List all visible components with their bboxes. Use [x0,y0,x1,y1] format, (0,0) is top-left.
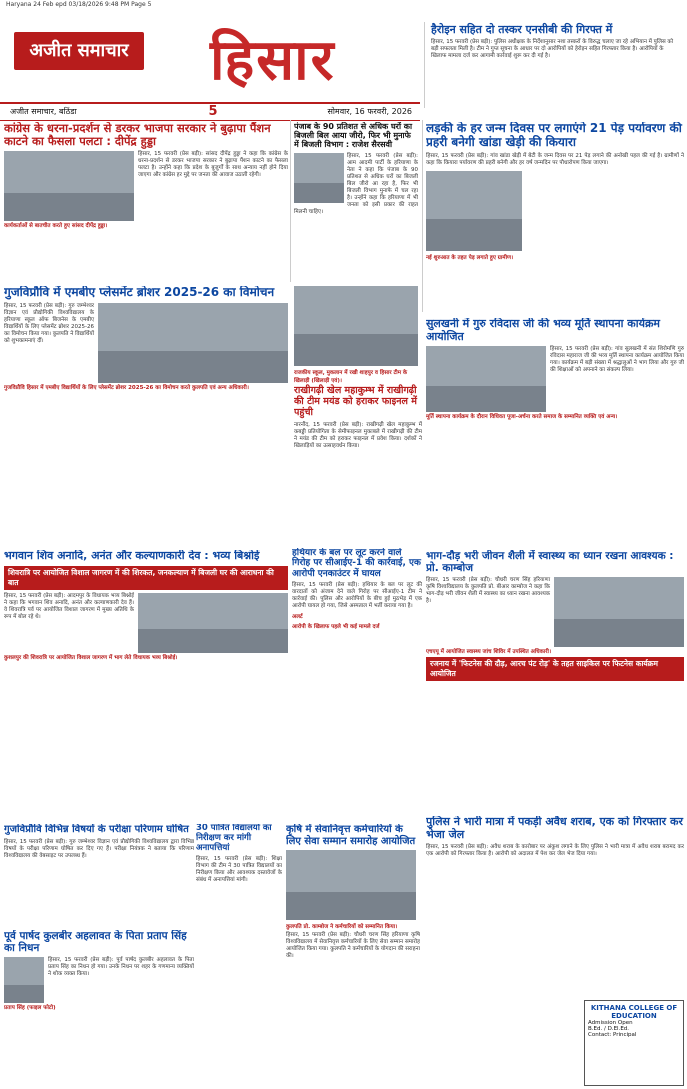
article-body: हिसार, 15 फरवरी (प्रेस बड़ी): आम आदमी पार्टी के हरियाणा के नेता ने कहा कि पंजाब के 90 प्रतिशत से अधिक घरों का बिजली बिल जीरो आ रहा है, फिर भी बिजली विभाग मुनाफे में चल रहा है। उन्होंने कहा कि हरियाणा में भी जनता को इसी प्रकार की राहत मिलनी चाहिए। [294,152,418,215]
photo [426,171,522,251]
headline: हथियार के बल पर लूट करने वाले गिरोह पर सीआईए-1 की कार्रवाई, एक आरोपी एनकाउंटर में घायल [292,548,421,579]
ad-title: KITHANA COLLEGE OF EDUCATION [590,1004,678,1020]
headline: भाग-दौड़ भरी जीवन शैली में स्वास्थ्य का ध्यान रखना आवश्यक : प्रो. काम्बोज [426,550,674,575]
photo-caption: कुशलपुर की शिवरात्रि पर आयोजित विशाल जागरण में भाग लेते विधायक भव्य बिश्नोई। [4,654,178,661]
photo-caption: कुलपति प्रो. काम्बोज ने कर्मचारियों को सम्मानित किया। [286,924,398,930]
print-slug: Haryana 24 Feb epd 03/18/2026 9:48 PM Page 5 [6,1,152,8]
photo [554,577,684,647]
photo-caption: एचएयू में आयोजित स्वास्थ्य जांच शिविर में उपस्थित अधिकारी। [426,649,552,656]
article-body: हिसार, 15 फरवरी (प्रेस बड़ी): अवैध शराब के कारोबार पर अंकुश लगाने के लिए पुलिस ने भारी मात्रा में अवैध शराब बरामद कर एक आरोपी को गिरफ्तार किया है। आरोपी को अदालत में पेश कर जेल भेज दिया गया। [426,844,684,858]
photo [294,286,418,366]
headline: राखीगढ़ी खेल महाकुम्भ में राखीगढ़ी की टीम मयंड को हराकर फाइनल में पहुंची [294,385,417,418]
headline: पूर्व पार्षद कुलबीर अहलावत के पिता प्रताप सिंह का निधन [4,930,187,955]
article-councillor [4,930,194,1086]
article-health [426,550,684,730]
photo [138,593,288,653]
article-girl [426,122,684,312]
article-weapon [292,548,422,718]
article-body: हिसार, 15 फरवरी (प्रेस बड़ी): गांव खांडा खेड़ी में बेटी के जन्म दिवस पर 21 पेड़ लगाने की अनोखी पहल की गई है। ग्रामीणों ने कहा कि कियारा पर्यावरण की प्रहरी बनेगी और हर वर्ष जन्मदिन पर पौधारोपण किया जाएगा। [426,152,684,166]
headline: सुलखनी में गुरु रविदास जी की भव्य मूर्ति स्थापना कार्यक्रम आयोजित [426,318,660,343]
headline: गुजविप्रौवि में एमबीए प्लेसमेंट ब्रोशर 2025-26 का विमोचन [4,286,275,299]
masthead [0,10,687,100]
article-sulakhani [426,318,684,486]
issue-date: सोमवार, 16 फरवरी, 2026 [327,107,412,116]
headline: कृषि में सेवानिवृत्त कर्मचारियों के लिए सेवा सम्मान समारोह आयोजित [286,824,416,847]
article-body: हिसार, 15 फरवरी (प्रेस बड़ी): आदमपुर के विधायक भव्य बिश्नोई ने कहा कि भगवान शिव अनादि, अनंत और कल्याणकारी देव हैं। वे शिवरात्रि पर्व पर आयोजित विशाल जागरण में मुख्य अतिथि के रूप में बोल रहे थे। [4,592,134,620]
article-body: हिसार, 15 फरवरी (प्रेस बड़ी): पुलिस अधीक्षक के निर्देशानुसार नशा तस्करों के विरुद्ध चलाए जा रहे अभियान में पुलिस को बड़ी सफलता मिली है। टीम ने गुप्त सूचना के आधार पर दो आरोपियों को हेरोइन सहित गिरफ्तार किया है। आरोपियों के खिलाफ मामला दर्ज कर आगामी कार्रवाई शुरू कर दी गई है। [431,39,674,59]
photo-caption: नई शुरुआत के तहत पेड़ लगाते हुए ग्रामीण। [426,254,514,261]
photo [4,151,134,221]
article-body: नारनौंद, 15 फरवरी (प्रेस बड़ी): राखीगढ़ी खेल महाकुम्भ में कबड्डी प्रतियोगिता के सेमीफाइनल मुकाबले में राखीगढ़ी की टीम ने मयंड की टीम को हराकर फाइनल में प्रवेश किया। दर्शकों ने खिलाड़ियों का उत्साहवर्धन किया। [294,421,422,449]
photo-caption: गुजविप्रौवि हिसार में एमबीए विद्यार्थियों के लिए प्लेसमेंट ब्रोशर 2025-26 का विमोचन करते कुलपति एवं अन्य अधिकारी। [4,384,249,391]
ad-line: B.Ed. / D.El.Ed. [588,1026,630,1032]
photo-caption: मूर्ति स्थापना कार्यक्रम के दौरान विधिवत पूजा-अर्चना करते समाज के सम्मानित व्यक्ति एवं अन्य। [426,414,618,421]
article-shiv [4,550,288,710]
photo-caption: प्रताप सिंह (फाइल फोटो) [4,1005,56,1012]
article-body: हिसार, 15 फरवरी (प्रेस बड़ी): गुरु जम्भेश्वर विज्ञान एवं प्रौद्योगिकी विश्वविद्यालय के हरियाणा स्कूल ऑफ बिजनेस के एमबीए विद्यार्थियों के लिए प्लेसमेंट ब्रोशर 2025-26 का विमोचन किया गया। कुलपति ने विद्यार्थियों को शुभकामनाएं दीं। [4,302,94,344]
photo-caption: राजकीय स्कूल, मुकलान में रखी शाहपुर व हिसार टीम के खिलाड़ी (खिलाड़ी एवं)। [294,370,408,384]
article-kabaddi [294,286,422,482]
article-body: हिसार, 15 फरवरी (प्रेस बड़ी): चौधरी चरण सिंह हरियाणा कृषि विश्वविद्यालय में सेवानिवृत्त कर्मचारियों के लिए सेवा सम्मान समारोह आयोजित किया गया। कुलपति ने कर्मचारियों के योगदान की सराहना की। [286,932,420,959]
photo [4,957,44,1003]
photo [426,346,546,412]
subhead: अलर्ट [292,614,303,621]
headline: लड़की के हर जन्म दिवस पर लगाएंगे 21 पेड़ पर्यावरण की प्रहरी बनेगी खांडा खेड़ी की कियारा [426,122,682,149]
article-exam [4,824,194,904]
article-body: हिसार, 15 फरवरी (प्रेस बड़ी): हथियार के बल पर लूट की वारदातों को अंजाम देने वाले गिरोह पर सीआईए-1 टीम ने कार्रवाई की। पुलिस और आरोपियों के बीच हुई मुठभेड़ में एक आरोपी घायल हो गया, जिसे अस्पताल में भर्ती कराया गया है। [292,582,422,610]
ad-line: Admission Open [588,1020,633,1026]
article-body: हिसार, 15 फरवरी (प्रेस बड़ी): चौधरी चरण सिंह हरियाणा कृषि विश्वविद्यालय के कुलपति प्रो. बीआर काम्बोज ने कहा कि भाग-दौड़ भरी जीवन शैली में स्वास्थ्य का ध्यान रखना आवश्यक है। [426,577,550,605]
photo [294,153,344,203]
page-number: 5 [200,104,226,120]
article-gjuvv [4,286,288,446]
photo [98,303,288,383]
advertisement [584,1000,684,1086]
article-congress [4,122,288,282]
ad-line: Contact: Principal [588,1032,637,1038]
date-bar [0,102,420,121]
newspaper-brand: अजीत समाचार [14,32,144,70]
headline: हैरोइन सहित दो तस्कर एनसीबी की गिरफ्त में [431,23,613,36]
article-punjab [294,122,418,282]
subheadline-bar: रजनाय में 'फिटनेस की दौड़, आरच पंट रोड़' के तहत साइकिल पर फिटनेस कार्यक्रम आयोजित [426,657,684,681]
subheadline-bar: शिवरात्रि पर आयोजित विशाल जागरण में की शिरकत, जनकल्याण में बिजली घर की आराधना की बात [4,566,288,590]
article-body: हिसार, 15 फरवरी (प्रेस बड़ी): गांव सुलखनी में संत शिरोमणि गुरु रविदास महाराज जी की भव्य मूर्ति स्थापना कार्यक्रम आयोजित किया गया। कार्यक्रम में बड़ी संख्या में श्रद्धालुओं ने भाग लिया और गुरु जी की शिक्षाओं को अपनाने का संकल्प लिया। [550,346,684,374]
article-agri [286,824,420,1086]
photo [286,850,416,920]
headline: पंजाब के 90 प्रतिशत से अधिक घरों का बिजली बिल आया जीरो, फिर भी मुनाफे में बिजली विभाग : राजेश सैरसवी [294,122,413,150]
headline: गुजविप्रौवि विभिन्न विषयों के परीक्षा परिणाम घोषित [4,824,189,835]
article-body: हिसार, 15 फरवरी (प्रेस बड़ी): पूर्व पार्षद कुलबीर अहलावत के पिता प्रताप सिंह का निधन हो गया। उनके निधन पर शहर के गणमान्य व्यक्तियों ने शोक व्यक्त किया। [48,957,194,978]
article-body: हिसार, 15 फरवरी (प्रेस बड़ी): गुरु जम्भेश्वर विज्ञान एवं प्रौद्योगिकी विश्वविद्यालय द्वारा विभिन्न विषयों के परीक्षा परिणाम घोषित कर दिए गए हैं। परीक्षा नियंत्रक ने बताया कि परिणाम विश्वविद्यालय की वेबसाइट पर उपलब्ध हैं। [4,838,194,859]
article-body: हिसार, 15 फरवरी (प्रेस बड़ी): शिक्षा विभाग की टीम ने 30 पात्रित विद्यालयों का निरीक्षण किया और आवश्यक दस्तावेजों के संबंध में अनापत्तियां मांगी। [196,856,282,884]
city-title: हिसार [210,27,336,93]
headline: 30 पात्रित विद्यालयों का निरीक्षण कर मांगी अनापत्तियां [196,824,272,853]
edition-label: अजीत समाचार, बठिंडा [10,107,77,116]
top-right-article [424,22,680,108]
subhead: आरोपी के खिलाफ पहले भी कई मामले दर्ज [292,624,380,631]
article-police [426,816,684,996]
headline: कांग्रेस के धरना-प्रदर्शन से डरकर भाजपा सरकार ने बुढ़ापा पैंशन काटने का फैसला पलटा : दीपेंद्र हुड्डा [4,122,271,149]
article-body: हिसार, 15 फरवरी (प्रेस बड़ी): सांसद दीपेंद्र हुड्डा ने कहा कि कांग्रेस के धरना-प्रदर्शन से डरकर भाजपा सरकार ने बुढ़ापा पैंशन काटने का फैसला पलटा है। उन्होंने कहा कि प्रदेश के बुजुर्गों के साथ अन्याय नहीं होने दिया जाएगा और कांग्रेस हर मुद्दे पर जनता की आवाज उठाती रहेगी। [138,151,288,179]
headline: भगवान शिव अनादि, अनंत और कल्याणकारी देव : भव्य बिश्नोई [4,550,260,562]
article-schools [196,824,282,1086]
photo-caption: कार्यकर्ताओं से बातचीत करते हुए सांसद दीपेंद्र हुड्डा। [4,223,108,230]
headline: पुलिस ने भारी मात्रा में पकड़ी अवैध शराब, एक को गिरफ्तार कर भेजा जेल [426,816,683,841]
